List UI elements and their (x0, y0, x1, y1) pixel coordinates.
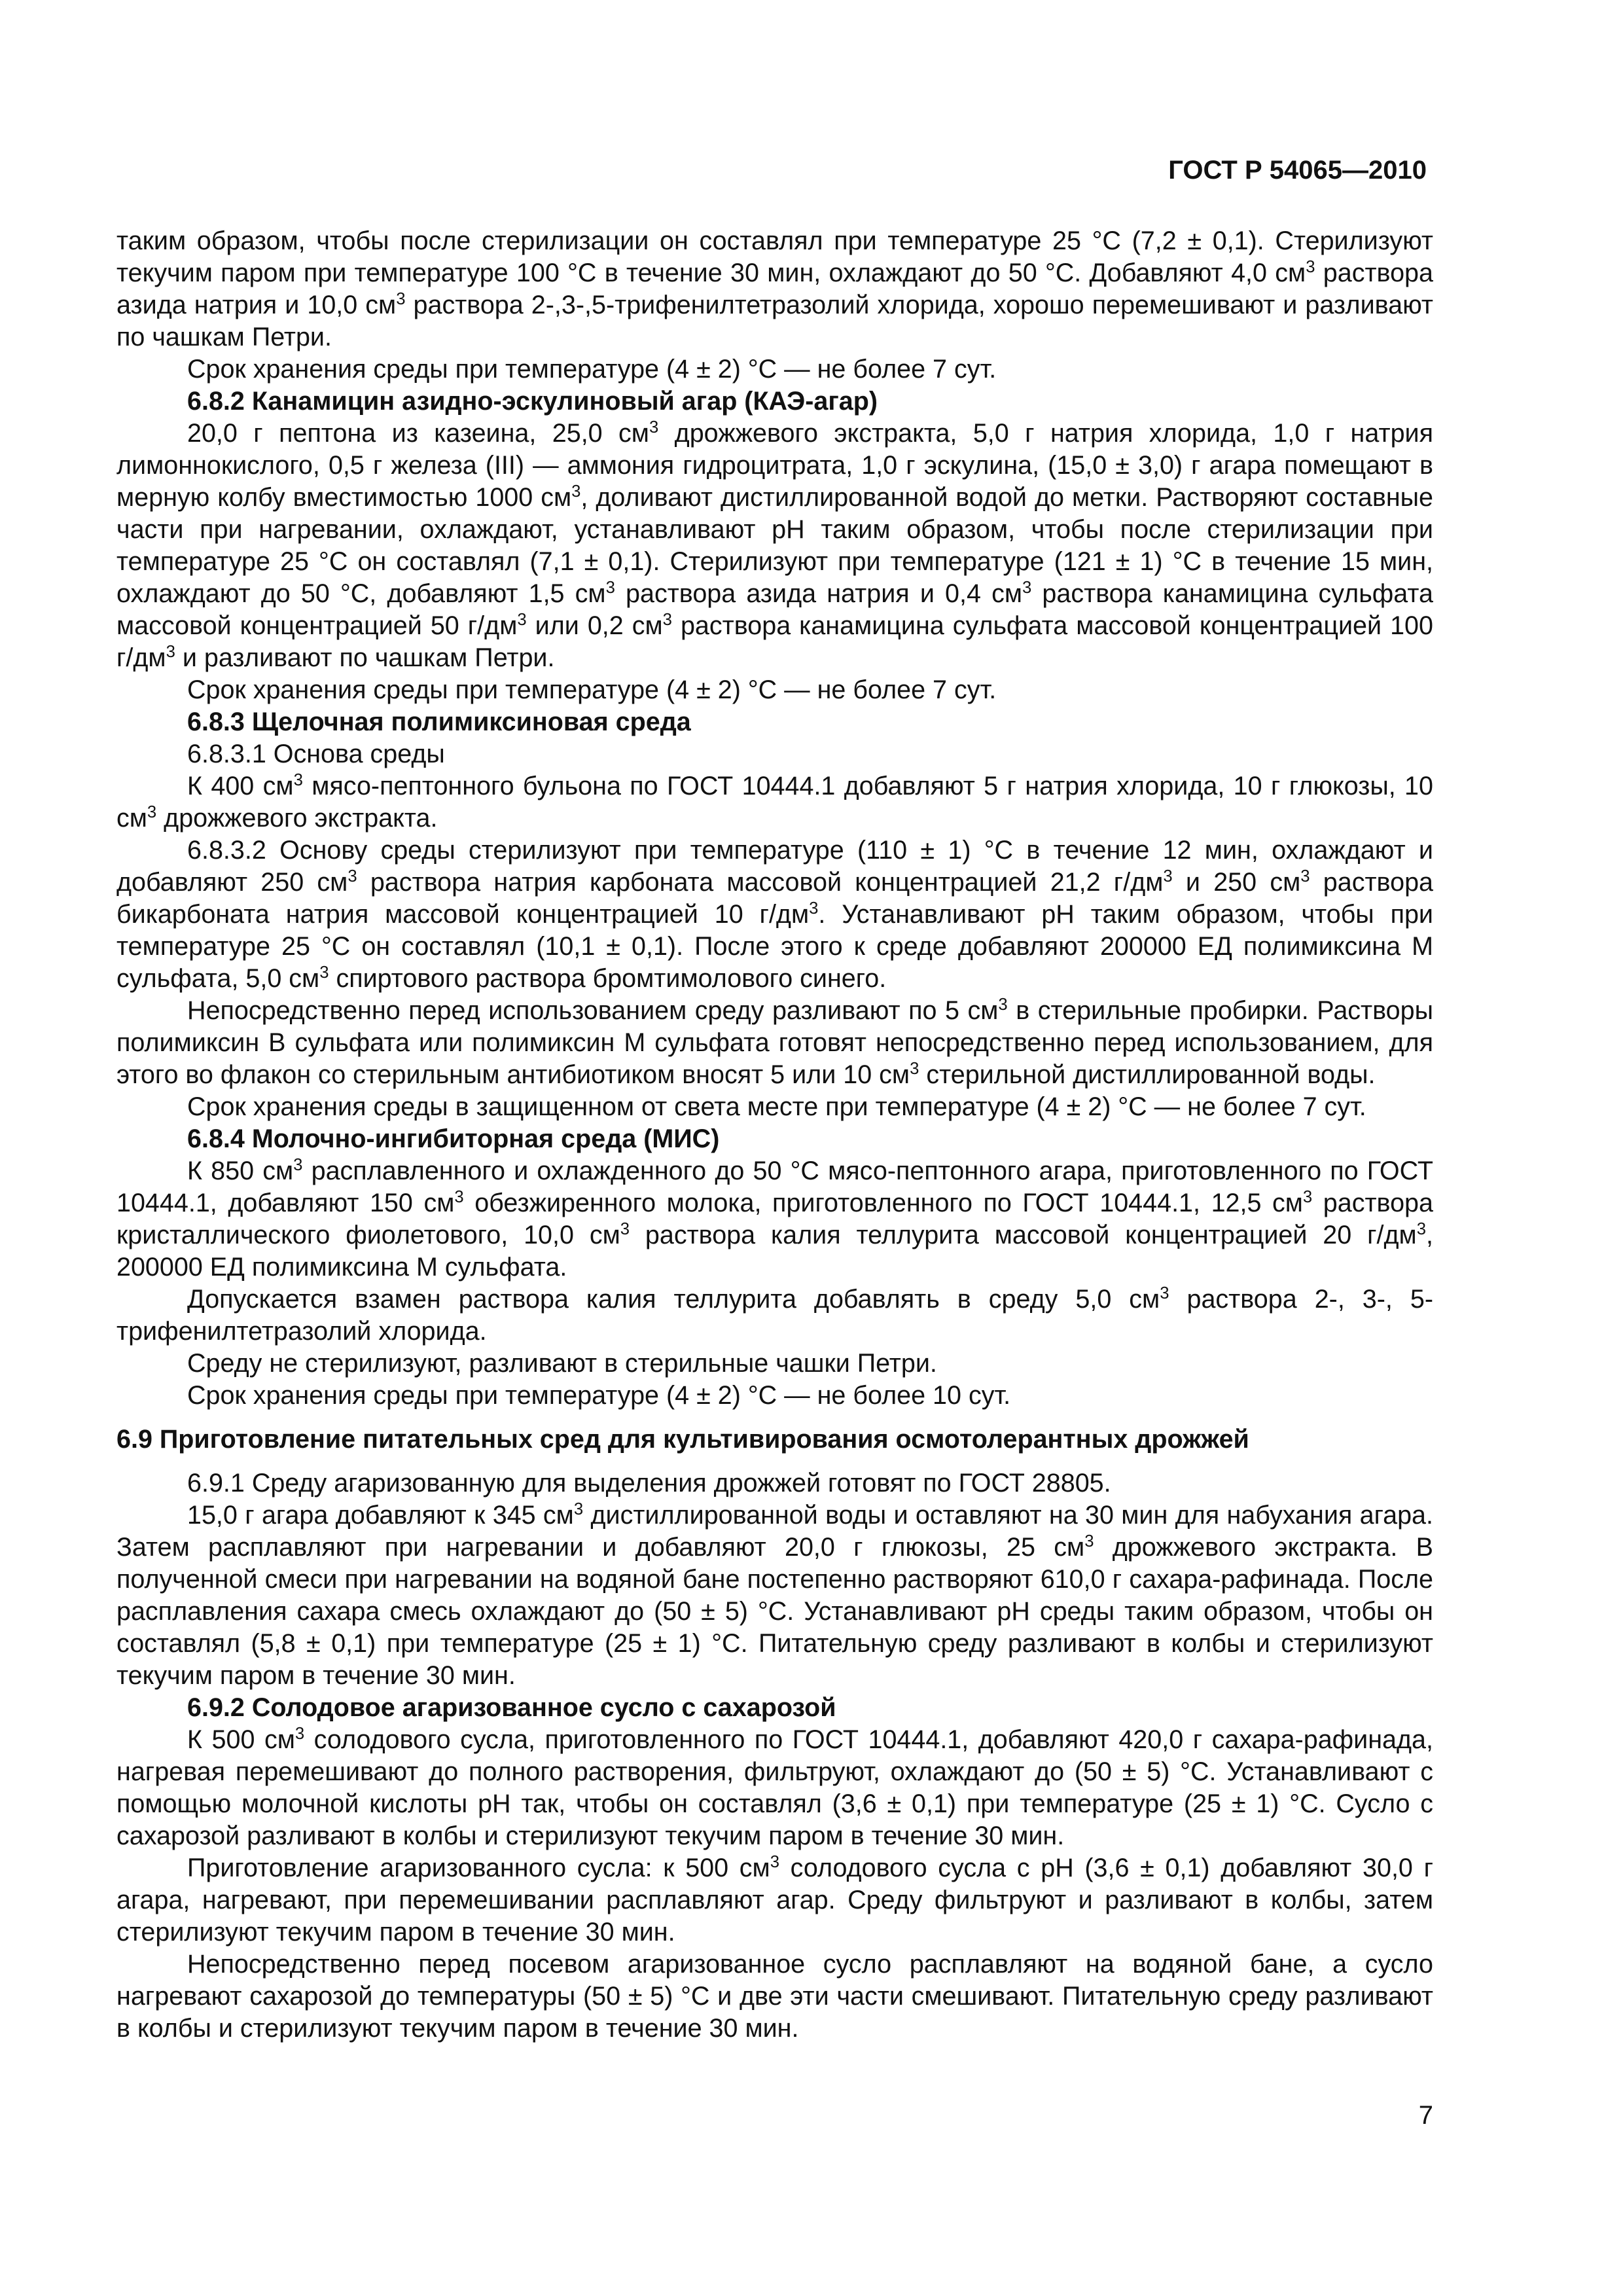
document-header: ГОСТ Р 54065—2010 (1168, 156, 1427, 185)
paragraph: Срок хранения среды в защищенном от света месте при температуре (4 ± 2) °C — не более 7 сут. (187, 1092, 1366, 1121)
paragraph: 6.9.1 Среду агаризованную для выделения дрожжей готовят по ГОСТ 28805. (187, 1469, 1111, 1498)
paragraph: таким образом, чтобы после стерилизации он составлял при температуре 25 °C (7,2 ± 0,1). Стерилизуют текучим паром при температуре 100 °C в течение 30 мин, охлаждают до 50 °C. Добавляют 4,0 $см^3$ раствора азида натрия и 10,0 $см^3$ раствора 2-,3-,5-трифенилтетразолий хлорида, хорошо перемешивают и разливают по чашкам Петри. (116, 226, 1434, 351)
paragraph: 20,0 г пептона из казеина, 25,0 $см^3$ дрожжевого экстракта, 5,0 г натрия хлорида, 1,0 г натрия лимоннокислого, 0,5 г железа (III) — аммония гидроцитрата, 1,0 г эскулина, (15,0 ± 3,0) г агара помещают в мерную колбу вместимостью 1000 $см^3$, доливают дистиллированной водой до метки. Растворяют составные части при нагревании, охлаждают, устанавливают pH таким образом, чтобы после стерилизации при температуре 25 °C он составлял (7,1 ± 0,1). Стерилизуют при температуре (121 ± 1) °C в течение 15 мин, охлаждают до 50 °C, добавляют 1,5 $см^3$ раствора азида натрия и 0,4 $см^3$ раствора канамицина сульфата массовой концентрацией 50 $г/дм^3$ или 0,2 $см^3$ раствора канамицина сульфата массовой концентрацией 100 $г/дм^3$ и разливают по чашкам Петри. (116, 418, 1434, 672)
page-number: 7 (1418, 2101, 1433, 2130)
paragraph: Срок хранения среды при температуре (4 ± 2) °C — не более 10 сут. (187, 1381, 1011, 1410)
paragraph: Непосредственно перед использованием среду разливают по 5 $см^3$ в стерильные пробирки. Растворы полимиксин В сульфата или полимиксин М сульфата готовят непосредственно перед использованием, для этого во флакон со стерильным антибиотиком вносят 5 или 10 $см^3$ стерильной дистиллированной воды. (116, 995, 1434, 1089)
paragraph: 6.8.3.1 Основа среды (187, 740, 445, 768)
paragraph: Приготовление агаризованного сусла: к 500 $см^3$ солодового сусла с pH (3,6 ± 0,1) добавляют 30,0 г агара, нагревают, при перемешивании расплавляют агар. Среду фильтруют и разливают в колбы, затем стерилизуют текучим паром в течение 30 мин. (116, 1852, 1433, 1946)
section-heading: 6.8.2 Канамицин азидно-эскулиновый агар (КАЭ-агар) (187, 387, 878, 416)
paragraph: К 400 $см^3$ мясо-пептонного бульона по ГОСТ 10444.1 добавляют 5 г натрия хлорида, 10 г глюкозы, 10 $см^3$ дрожжевого экстракта. (116, 770, 1433, 833)
section-heading: 6.9.2 Солодовое агаризованное сусло с сахарозой (187, 1693, 836, 1722)
paragraph: 6.8.3.2 Основу среды стерилизуют при температуре (110 ± 1) °C в течение 12 мин, охлаждают и добавляют 250 $см^3$ раствора натрия карбоната массовой концентрацией 21,2 $г/дм^3$ и 250 $см^3$ раствора бикарбоната натрия массовой концентрацией 10 $г/дм^3$. Устанавливают pH таким образом, чтобы при температуре 25 °C он составлял (10,1 ± 0,1). После этого к среде добавляют 200000 ЕД полимиксина М сульфата, 5,0 $см^3$ спиртового раствора бромтимолового синего. (116, 836, 1434, 993)
paragraph: Срок хранения среды при температуре (4 ± 2) °C — не более 7 сут. (187, 675, 997, 704)
paragraph: Срок хранения среды при температуре (4 ± 2) °C — не более 7 сут. (187, 355, 997, 384)
paragraph: Среду не стерилизуют, разливают в стерильные чашки Петри. (187, 1349, 937, 1378)
document-body (116, 225, 1433, 2045)
paragraph: К 850 $см^3$ расплавленного и охлажденного до 50 °C мясо-пептонного агара, приготовленного по ГОСТ 10444.1, добавляют 150 $см^3$ обезжиренного молока, приготовленного по ГОСТ 10444.1, 12,5 $см^3$ раствора кристаллического фиолетового, 10,0 $см^3$ раствора калия теллурита массовой концентрацией 20 $г/дм^3$, 200000 ЕД полимиксина М сульфата. (116, 1155, 1433, 1282)
paragraph: К 500 $см^3$ солодового сусла, приготовленного по ГОСТ 10444.1, добавляют 420,0 г сахара-рафинада, нагревая перемешивают до полного растворения, фильтруют, охлаждают до (50 ± 5) °C. Устанавливают с помощью молочной кислоты pH так, чтобы он составлял (3,6 ± 0,1) при температуре (25 ± 1) °C. Сусло с сахарозой разливают в колбы и стерилизуют текучим паром в течение 30 мин. (116, 1724, 1433, 1850)
section-heading: 6.8.4 Молочно-ингибиторная среда (МИС) (187, 1124, 720, 1153)
paragraph: Непосредственно перед посевом агаризованное сусло расплавляют на водяной бане, а сусло нагревают сахарозой до температуры (50 ± 5) °C и две эти части смешивают. Питательную среду разливают в колбы и стерилизуют текучим паром в течение 30 мин. (116, 1950, 1433, 2043)
section-heading: 6.9 Приготовление питательных сред для культивирования осмотолерантных дрожжей (116, 1425, 1249, 1454)
paragraph: Допускается взамен раствора калия теллурита добавлять в среду 5,0 $см^3$ раствора 2-, 3-, 5-трифенилтетразолий хлорида. (116, 1283, 1434, 1346)
paragraph: 15,0 г агара добавляют к 345 $см^3$ дистиллированной воды и оставляют на 30 мин для набухания агара. Затем расплавляют при нагревании и добавляют 20,0 г глюкозы, 25 $см^3$ дрожжевого экстракта. В полученной смеси при нагревании на водяной бане постепенно растворяют 610,0 г сахара-рафинада. После расплавления сахара смесь охлаждают до (50 ± 5) °C. Устанавливают pH среды таким образом, чтобы он составлял (5,8 ± 0,1) при температуре (25 ± 1) °C. Питательную среду разливают в колбы и стерилизуют текучим паром в течение 30 мин. (116, 1499, 1434, 1690)
section-heading: 6.8.3 Щелочная полимиксиновая среда (187, 708, 691, 736)
